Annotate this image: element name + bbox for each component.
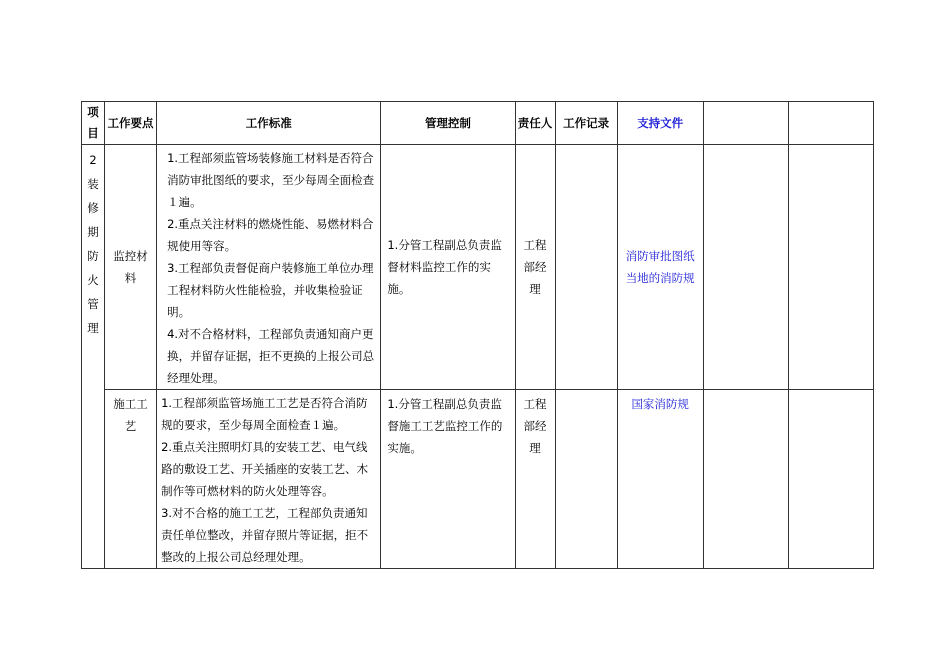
project-title-char: 防: [87, 249, 99, 263]
header-empty-1: [703, 102, 788, 145]
project-number: 2: [89, 153, 97, 167]
standard-item: 1.工程部须监管场装修施工材料是否符合消防审批图纸的要求，至少每周全面检查１遍。: [167, 151, 375, 209]
responsible-cell: 工程部经理: [515, 390, 555, 569]
standard-item: 2.重点关注照明灯具的安装工艺、电气线路的敷设工艺、开关插座的安装工艺、木制作等可燃材料的防火处理等容。: [161, 440, 369, 498]
control-text: 1.分管工程副总负责监督材料监控工作的实施。: [387, 238, 502, 296]
standard-item: 2.重点关注材料的燃烧性能、易燃材料合规使用等容。: [167, 217, 374, 253]
record-cell: [555, 145, 617, 390]
header-work-point: 工作要点: [105, 102, 157, 145]
empty-cell: [788, 390, 873, 569]
work-standard-table: [81, 101, 874, 569]
work-point-cell: 监控材料: [105, 145, 157, 390]
header-responsible: 责任人: [515, 102, 555, 145]
support-files-cell: [617, 390, 703, 569]
support-file: 国家消防规: [631, 397, 689, 411]
standard-cell: [157, 145, 381, 390]
empty-cell: [788, 145, 873, 390]
project-title-char: 期: [87, 225, 99, 239]
control-cell: [381, 390, 515, 569]
header-work-standard: 工作标准: [157, 102, 381, 145]
work-point-cell: 施工工艺: [105, 390, 157, 569]
table-row: [82, 390, 874, 569]
header-support-files: 支持文件: [617, 102, 703, 145]
empty-cell: [703, 390, 788, 569]
table-header-row: [82, 102, 874, 145]
header-work-record: 工作记录: [555, 102, 617, 145]
project-title-char: 火: [87, 273, 99, 287]
project-title-char: 装: [87, 177, 99, 191]
record-cell: [555, 390, 617, 569]
header-project: 项目: [82, 102, 105, 145]
support-file: 消防审批图纸: [625, 249, 695, 263]
header-empty-2: [788, 102, 873, 145]
standard-item: 3.对不合格的施工工艺，工程部负责通知责任单位整改，并留存照片等证据，拒不整改的上报公司总经理处理。: [161, 506, 369, 564]
header-management-control: 管理控制: [381, 102, 515, 145]
control-text: 1.分管工程副总负责监督施工工艺监控工作的实施。: [387, 397, 503, 455]
control-cell: [381, 145, 515, 390]
standard-item: 1.工程部须监管场施工工艺是否符合消防规的要求，至少每周全面检查１遍。: [161, 396, 368, 432]
project-title-char: 修: [87, 201, 99, 215]
project-cell: [82, 145, 105, 569]
project-title-char: 理: [87, 321, 99, 335]
support-file: 当地的消防规: [625, 271, 695, 285]
responsible-cell: 工程部经理: [515, 145, 555, 390]
table-row: [82, 145, 874, 390]
empty-cell: [703, 145, 788, 390]
standard-item: 3.工程部负责督促商户装修施工单位办理工程材料防火性能检验，并收集检验证明。: [167, 261, 374, 319]
standard-item: 4.对不合格材料，工程部负责通知商户更换，并留存证据，拒不更换的上报公司总经理处理。: [167, 327, 375, 385]
standard-cell: [157, 390, 381, 569]
support-files-cell: [617, 145, 703, 390]
project-title-char: 管: [87, 297, 99, 311]
